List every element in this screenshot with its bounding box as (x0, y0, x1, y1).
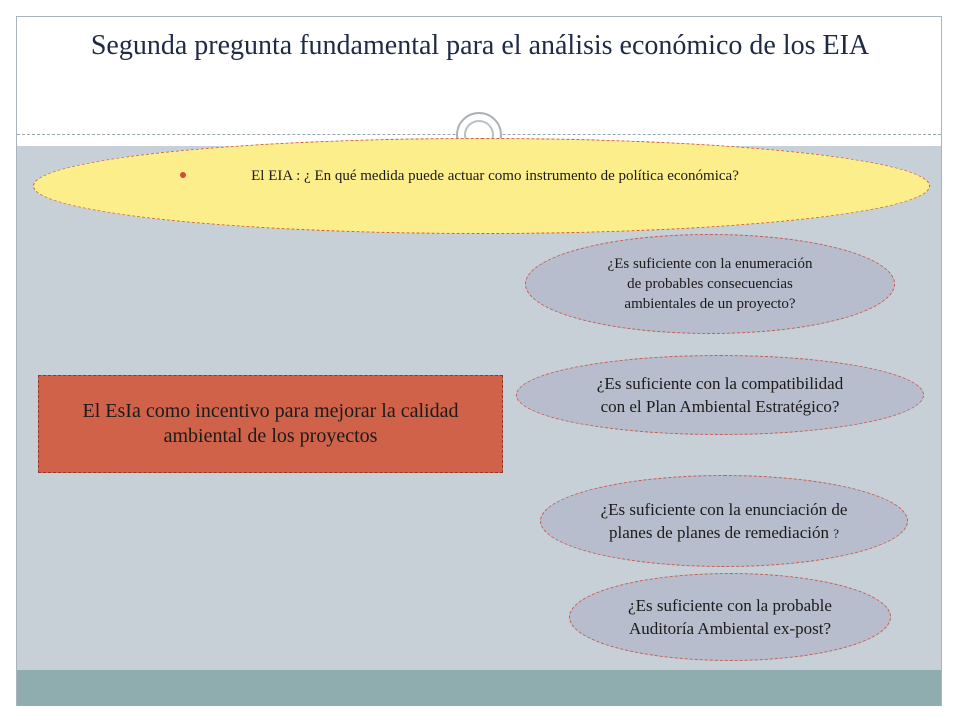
question-oval-2 (516, 355, 924, 435)
question-text-3: ¿Es suficiente con la enunciación de planes de planes de remediación (600, 499, 848, 542)
bullet-icon (180, 172, 186, 178)
question-oval-4 (569, 573, 891, 661)
main-question-text: El EIA : ¿ En qué medida puede actuar como instrumento de política económica? (251, 168, 739, 184)
incentive-box (38, 375, 503, 473)
slide-title: Segunda pregunta fundamental para el análisis económico de los EIA (90, 30, 870, 61)
question-text-2: ¿Es suficiente con la compatibilidad con el Plan Ambiental Estratégico? (596, 374, 844, 416)
question-oval-3 (540, 475, 908, 567)
question-mark-3: ? (833, 525, 839, 541)
bottom-band (17, 670, 941, 706)
question-text-4: ¿Es suficiente con la probable Auditoría Ambiental ex-post? (628, 596, 832, 638)
incentive-text: El EsIa como incentivo para mejorar la calidad ambiental de los proyectos (82, 400, 459, 447)
question-text-3-wrap (596, 498, 852, 545)
question-text-1: ¿Es suficiente con la enumeración de probables consecuencias ambientales de un proyecto? (607, 256, 813, 312)
question-oval-1 (525, 234, 895, 334)
